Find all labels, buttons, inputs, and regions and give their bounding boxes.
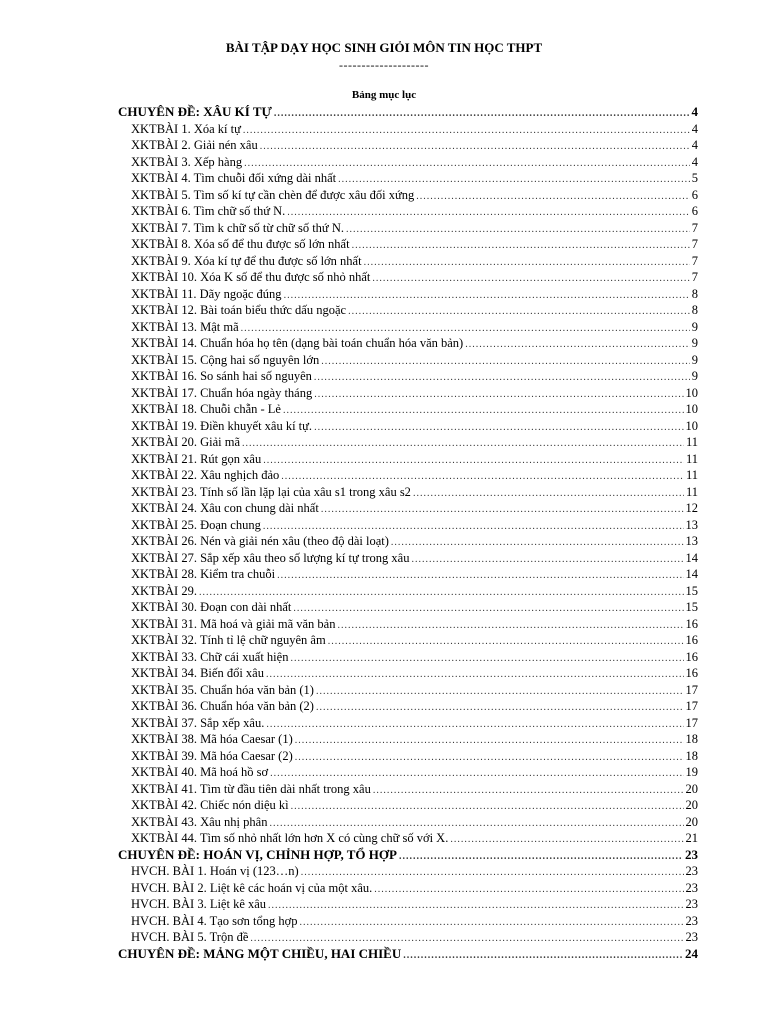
toc-entry-page-number: 7 (691, 237, 698, 251)
toc-chapter-entry[interactable] (118, 104, 698, 121)
dot-leader (373, 783, 684, 800)
dot-leader (399, 849, 683, 866)
toc-entry-label: HVCH. BÀI 1. Hoán vị (123…n) (131, 864, 299, 878)
toc-entry-page-number: 4 (691, 154, 698, 169)
toc-entry-page-number: 6 (691, 187, 698, 202)
toc-item-entry[interactable] (118, 665, 698, 682)
toc-entry-page-number: 8 (691, 286, 698, 301)
toc-entry-label: HVCH. BÀI 3. Liệt kê xâu (131, 897, 267, 911)
dot-leader (314, 387, 683, 404)
toc-entry-label: CHUYÊN ĐỀ: XÂU KÍ TỰ (118, 104, 272, 119)
dot-leader (352, 238, 690, 255)
toc-entry-page-number: 7 (691, 270, 698, 284)
toc-entry-label: XKTBÀI 4. Tìm chuỗi đối xứng dài nhất (131, 171, 337, 185)
toc-item-entry[interactable] (118, 715, 698, 732)
dot-leader (416, 189, 689, 206)
toc-entry-page-number: 4 (691, 121, 698, 136)
toc-entry-page-number: 23 (685, 930, 698, 944)
dot-leader (374, 882, 683, 899)
table-of-contents (118, 104, 698, 962)
toc-item-entry[interactable] (118, 764, 698, 781)
toc-entry-label: XKTBÀI 31. Mã hoá và giải mã văn bản (131, 616, 336, 631)
toc-item-entry[interactable] (118, 682, 698, 699)
toc-entry-label: XKTBÀI 40. Mã hoá hồ sơ (131, 765, 269, 779)
toc-entry-page-number: 20 (685, 781, 698, 796)
toc-entry-label: XKTBÀI 30. Đoạn con dài nhất (131, 600, 292, 614)
toc-item-entry[interactable] (118, 269, 698, 286)
toc-item-entry[interactable] (118, 913, 698, 930)
toc-item-entry[interactable] (118, 814, 698, 831)
toc-entry-page-number: 23 (685, 897, 698, 911)
dot-leader (348, 304, 690, 321)
toc-item-entry[interactable] (118, 434, 698, 451)
toc-entry-page-number: 18 (685, 732, 698, 746)
toc-entry-page-number: 5 (691, 171, 698, 185)
dot-leader (413, 486, 684, 503)
toc-item-entry[interactable] (118, 731, 698, 748)
toc-item-entry[interactable] (118, 698, 698, 715)
dot-leader (321, 354, 690, 371)
toc-entry-label: XKTBÀI 18. Chuỗi chẵn - Lẻ (131, 402, 281, 416)
dot-leader (243, 123, 690, 140)
toc-item-entry[interactable] (118, 121, 698, 138)
toc-entry-label: XKTBÀI 9. Xóa kí tự để thu được số lớn nhất (131, 253, 362, 268)
dot-leader (314, 420, 683, 437)
toc-item-entry[interactable] (118, 187, 698, 204)
toc-entry-label: XKTBÀI 34. Biến đổi xâu (131, 666, 264, 680)
toc-entry-label: XKTBÀI 39. Mã hóa Caesar (2) (131, 748, 293, 763)
toc-entry-label: XKTBÀI 12. Bài toán biểu thức dấu ngoặc (131, 303, 347, 317)
toc-item-entry[interactable] (118, 154, 698, 171)
toc-entry-page-number: 24 (685, 945, 698, 961)
toc-entry-label: XKTBÀI 44. Tìm số nhỏ nhất lớn hơn X có cùng chữ số với X. (131, 831, 449, 845)
dot-leader (411, 552, 683, 569)
toc-item-entry[interactable] (118, 896, 698, 913)
toc-item-entry[interactable] (118, 451, 698, 468)
toc-entry-page-number: 11 (685, 468, 698, 482)
toc-entry-label: XKTBÀI 36. Chuẩn hóa văn bản (2) (131, 699, 314, 713)
toc-entry-label: XKTBÀI 35. Chuẩn hóa văn bản (1) (131, 682, 314, 697)
toc-entry-label: XKTBÀI 24. Xâu con chung dài nhất (131, 501, 319, 515)
toc-entry-label: XKTBÀI 13. Mật mã (131, 319, 239, 334)
dot-leader (268, 898, 683, 915)
toc-entry-page-number: 20 (685, 814, 698, 829)
toc-item-entry[interactable] (118, 401, 698, 418)
toc-entry-label: CHUYÊN ĐỀ: MẢNG MỘT CHIỀU, HAI CHIỀU (118, 945, 402, 961)
toc-item-entry[interactable] (118, 368, 698, 385)
toc-item-entry[interactable] (118, 830, 698, 847)
toc-item-entry[interactable] (118, 517, 698, 534)
toc-item-entry[interactable] (118, 137, 698, 154)
toc-entry-label: XKTBÀI 28. Kiểm tra chuỗi (131, 567, 276, 581)
dot-leader (465, 337, 690, 354)
title-separator: -------------------- (339, 58, 429, 72)
toc-item-entry[interactable] (118, 203, 698, 220)
dot-leader (266, 667, 684, 684)
toc-item-entry[interactable] (118, 418, 698, 435)
dot-leader (283, 403, 684, 420)
toc-entry-label: CHUYÊN ĐỀ: HOÁN VỊ, CHỈNH HỢP, TỔ HỢP (118, 846, 397, 862)
toc-entry-label: XKTBÀI 10. Xóa K số để thu được số nhỏ nhất (131, 270, 371, 284)
toc-entry-page-number: 11 (685, 484, 698, 499)
toc-entry-page-number: 23 (685, 913, 698, 928)
toc-item-entry[interactable] (118, 748, 698, 765)
dot-leader (295, 750, 684, 767)
toc-entry-page-number: 9 (691, 369, 698, 383)
toc-chapter-entry[interactable] (118, 847, 698, 864)
toc-entry-label: XKTBÀI 25. Đoạn chung (131, 517, 261, 532)
dot-leader (314, 370, 690, 387)
toc-entry-page-number: 6 (691, 204, 698, 218)
toc-item-entry[interactable] (118, 863, 698, 880)
toc-entry-page-number: 19 (685, 765, 698, 779)
toc-item-entry[interactable] (118, 550, 698, 567)
toc-item-entry[interactable] (118, 781, 698, 798)
toc-item-entry[interactable] (118, 352, 698, 369)
toc-item-entry[interactable] (118, 649, 698, 666)
toc-entry-page-number: 9 (691, 336, 698, 350)
toc-entry-page-number: 15 (685, 600, 698, 614)
toc-entry-page-number: 11 (685, 451, 698, 466)
dot-leader (316, 700, 684, 717)
toc-entry-page-number: 14 (685, 567, 698, 581)
toc-entry-page-number: 23 (685, 880, 698, 895)
toc-entry-page-number: 4 (691, 104, 698, 119)
toc-entry-page-number: 7 (691, 253, 698, 268)
toc-entry-page-number: 11 (685, 435, 698, 449)
dot-leader (274, 106, 690, 123)
toc-entry-label: XKTBÀI 23. Tính số lần lặp lại của xâu s1 trong xâu s2 (131, 484, 411, 499)
dot-leader (372, 271, 689, 288)
toc-entry-page-number: 10 (685, 385, 698, 400)
document-title: BÀI TẬP DẠY HỌC SINH GIỎI MÔN TIN HỌC THPT (225, 40, 543, 55)
toc-item-entry[interactable] (118, 929, 698, 946)
toc-item-entry[interactable] (118, 385, 698, 402)
toc-item-entry[interactable] (118, 533, 698, 550)
dot-leader (328, 634, 684, 651)
toc-entry-page-number: 17 (685, 715, 698, 730)
toc-entry-page-number: 10 (685, 418, 698, 433)
toc-entry-label: XKTBÀI 29. (131, 583, 197, 598)
toc-entry-label: XKTBÀI 2. Giải nén xâu (131, 138, 258, 152)
toc-entry-page-number: 9 (691, 352, 698, 367)
toc-entry-page-number: 13 (685, 534, 698, 548)
toc-entry-label: XKTBÀI 11. Dãy ngoặc đúng (131, 286, 282, 301)
dot-leader (337, 618, 683, 635)
toc-item-entry[interactable] (118, 253, 698, 270)
toc-entry-label: XKTBÀI 5. Tìm số kí tự cần chèn để được xâu đối xứng (131, 187, 415, 202)
toc-entry-label: XKTBÀI 1. Xóa kí tự (131, 121, 241, 136)
toc-entry-page-number: 17 (685, 699, 698, 713)
toc-entry-label: XKTBÀI 43. Xâu nhị phân (131, 814, 268, 829)
dot-leader (403, 948, 683, 965)
toc-item-entry[interactable] (118, 220, 698, 237)
toc-entry-page-number: 10 (685, 402, 698, 416)
toc-item-entry[interactable] (118, 302, 698, 319)
toc-item-entry[interactable] (118, 632, 698, 649)
toc-entry-label: XKTBÀI 37. Sắp xếp xâu. (131, 715, 265, 730)
toc-entry-label: XKTBÀI 16. So sánh hai số nguyên (131, 369, 312, 383)
dot-leader (277, 568, 683, 585)
toc-item-entry[interactable] (118, 335, 698, 352)
dot-leader (321, 502, 684, 519)
toc-item-entry[interactable] (118, 236, 698, 253)
dot-leader (290, 651, 683, 668)
toc-entry-label: XKTBÀI 26. Nén và giải nén xâu (theo độ dài loạt) (131, 534, 389, 548)
dot-leader (242, 436, 684, 453)
toc-entry-label: XKTBÀI 7. Tìm k chữ số từ chữ số thứ N. (131, 220, 344, 235)
dot-leader (295, 733, 684, 750)
toc-entry-page-number: 20 (685, 798, 698, 812)
toc-entry-label: XKTBÀI 41. Tìm từ đầu tiên dài nhất trong xâu (131, 781, 371, 796)
toc-entry-label: XKTBÀI 19. Điền khuyết xâu kí tự. (131, 418, 313, 433)
toc-entry-label: XKTBÀI 42. Chiếc nón diệu kì (131, 798, 289, 812)
dot-leader (391, 535, 684, 552)
toc-item-entry[interactable] (118, 484, 698, 501)
toc-item-entry[interactable] (118, 566, 698, 583)
toc-entry-label: XKTBÀI 21. Rút gọn xâu (131, 451, 262, 466)
toc-entry-label: HVCH. BÀI 5. Trộn đề (131, 930, 249, 944)
toc-entry-label: XKTBÀI 8. Xóa số để thu được số lớn nhất (131, 237, 350, 251)
toc-entry-page-number: 23 (685, 864, 698, 878)
toc-entry-page-number: 23 (685, 846, 698, 862)
toc-entry-label: XKTBÀI 17. Chuẩn hóa ngày tháng (131, 385, 313, 400)
toc-entry-page-number: 15 (685, 583, 698, 598)
toc-item-entry[interactable] (118, 616, 698, 633)
toc-entry-label: XKTBÀI 22. Xâu nghịch đảo (131, 468, 280, 482)
toc-entry-label: XKTBÀI 6. Tìm chữ số thứ N. (131, 204, 286, 218)
toc-entry-page-number: 8 (691, 303, 698, 317)
toc-item-entry[interactable] (118, 500, 698, 517)
toc-item-entry[interactable] (118, 583, 698, 600)
toc-entry-page-number: 16 (685, 666, 698, 680)
toc-chapter-entry[interactable] (118, 946, 698, 963)
toc-entry-label: HVCH. BÀI 2. Liệt kê các hoán vị của một xâu. (131, 880, 373, 895)
toc-entry-page-number: 7 (691, 220, 698, 235)
toc-entry-label: HVCH. BÀI 4. Tạo sơn tổng hợp (131, 913, 298, 928)
toc-entry-label: XKTBÀI 14. Chuẩn hóa họ tên (dạng bài toán chuẩn hóa văn bản) (131, 336, 464, 350)
toc-entry-page-number: 13 (685, 517, 698, 532)
dot-leader (263, 453, 684, 470)
dot-leader (291, 799, 684, 816)
toc-item-entry[interactable] (118, 170, 698, 187)
dot-leader (293, 601, 683, 618)
toc-entry-page-number: 4 (691, 138, 698, 152)
dot-leader (266, 717, 683, 734)
toc-entry-label: XKTBÀI 3. Xếp hàng (131, 154, 243, 169)
dot-leader (287, 205, 689, 222)
toc-item-entry[interactable] (118, 797, 698, 814)
toc-entry-page-number: 21 (685, 831, 698, 845)
dot-leader (299, 915, 683, 932)
toc-item-entry[interactable] (118, 467, 698, 484)
toc-entry-label: XKTBÀI 20. Giải mã (131, 435, 241, 449)
toc-item-entry[interactable] (118, 880, 698, 897)
toc-entry-page-number: 14 (685, 550, 698, 565)
dot-leader (260, 139, 690, 156)
toc-item-entry[interactable] (118, 319, 698, 336)
toc-entry-page-number: 9 (691, 319, 698, 334)
dot-leader (450, 832, 683, 849)
toc-item-entry[interactable] (118, 599, 698, 616)
toc-entry-page-number: 12 (685, 501, 698, 515)
toc-entry-page-number: 16 (685, 649, 698, 664)
toc-entry-label: XKTBÀI 32. Tính tỉ lệ chữ nguyên âm (131, 633, 326, 647)
toc-entry-label: XKTBÀI 38. Mã hóa Caesar (1) (131, 732, 293, 746)
toc-entry-label: XKTBÀI 27. Sắp xếp xâu theo số lượng kí tự trong xâu (131, 550, 410, 565)
toc-heading: Bảng mục lục (351, 89, 417, 101)
dot-leader (346, 222, 690, 239)
toc-entry-label: XKTBÀI 15. Cộng hai số nguyên lớn (131, 352, 320, 367)
dot-leader (364, 255, 690, 272)
dot-leader (316, 684, 684, 701)
toc-entry-page-number: 16 (685, 633, 698, 647)
toc-entry-page-number: 17 (685, 682, 698, 697)
toc-entry-page-number: 18 (685, 748, 698, 763)
toc-entry-page-number: 16 (685, 616, 698, 631)
toc-item-entry[interactable] (118, 286, 698, 303)
toc-entry-label: XKTBÀI 33. Chữ cái xuất hiện (131, 649, 289, 664)
